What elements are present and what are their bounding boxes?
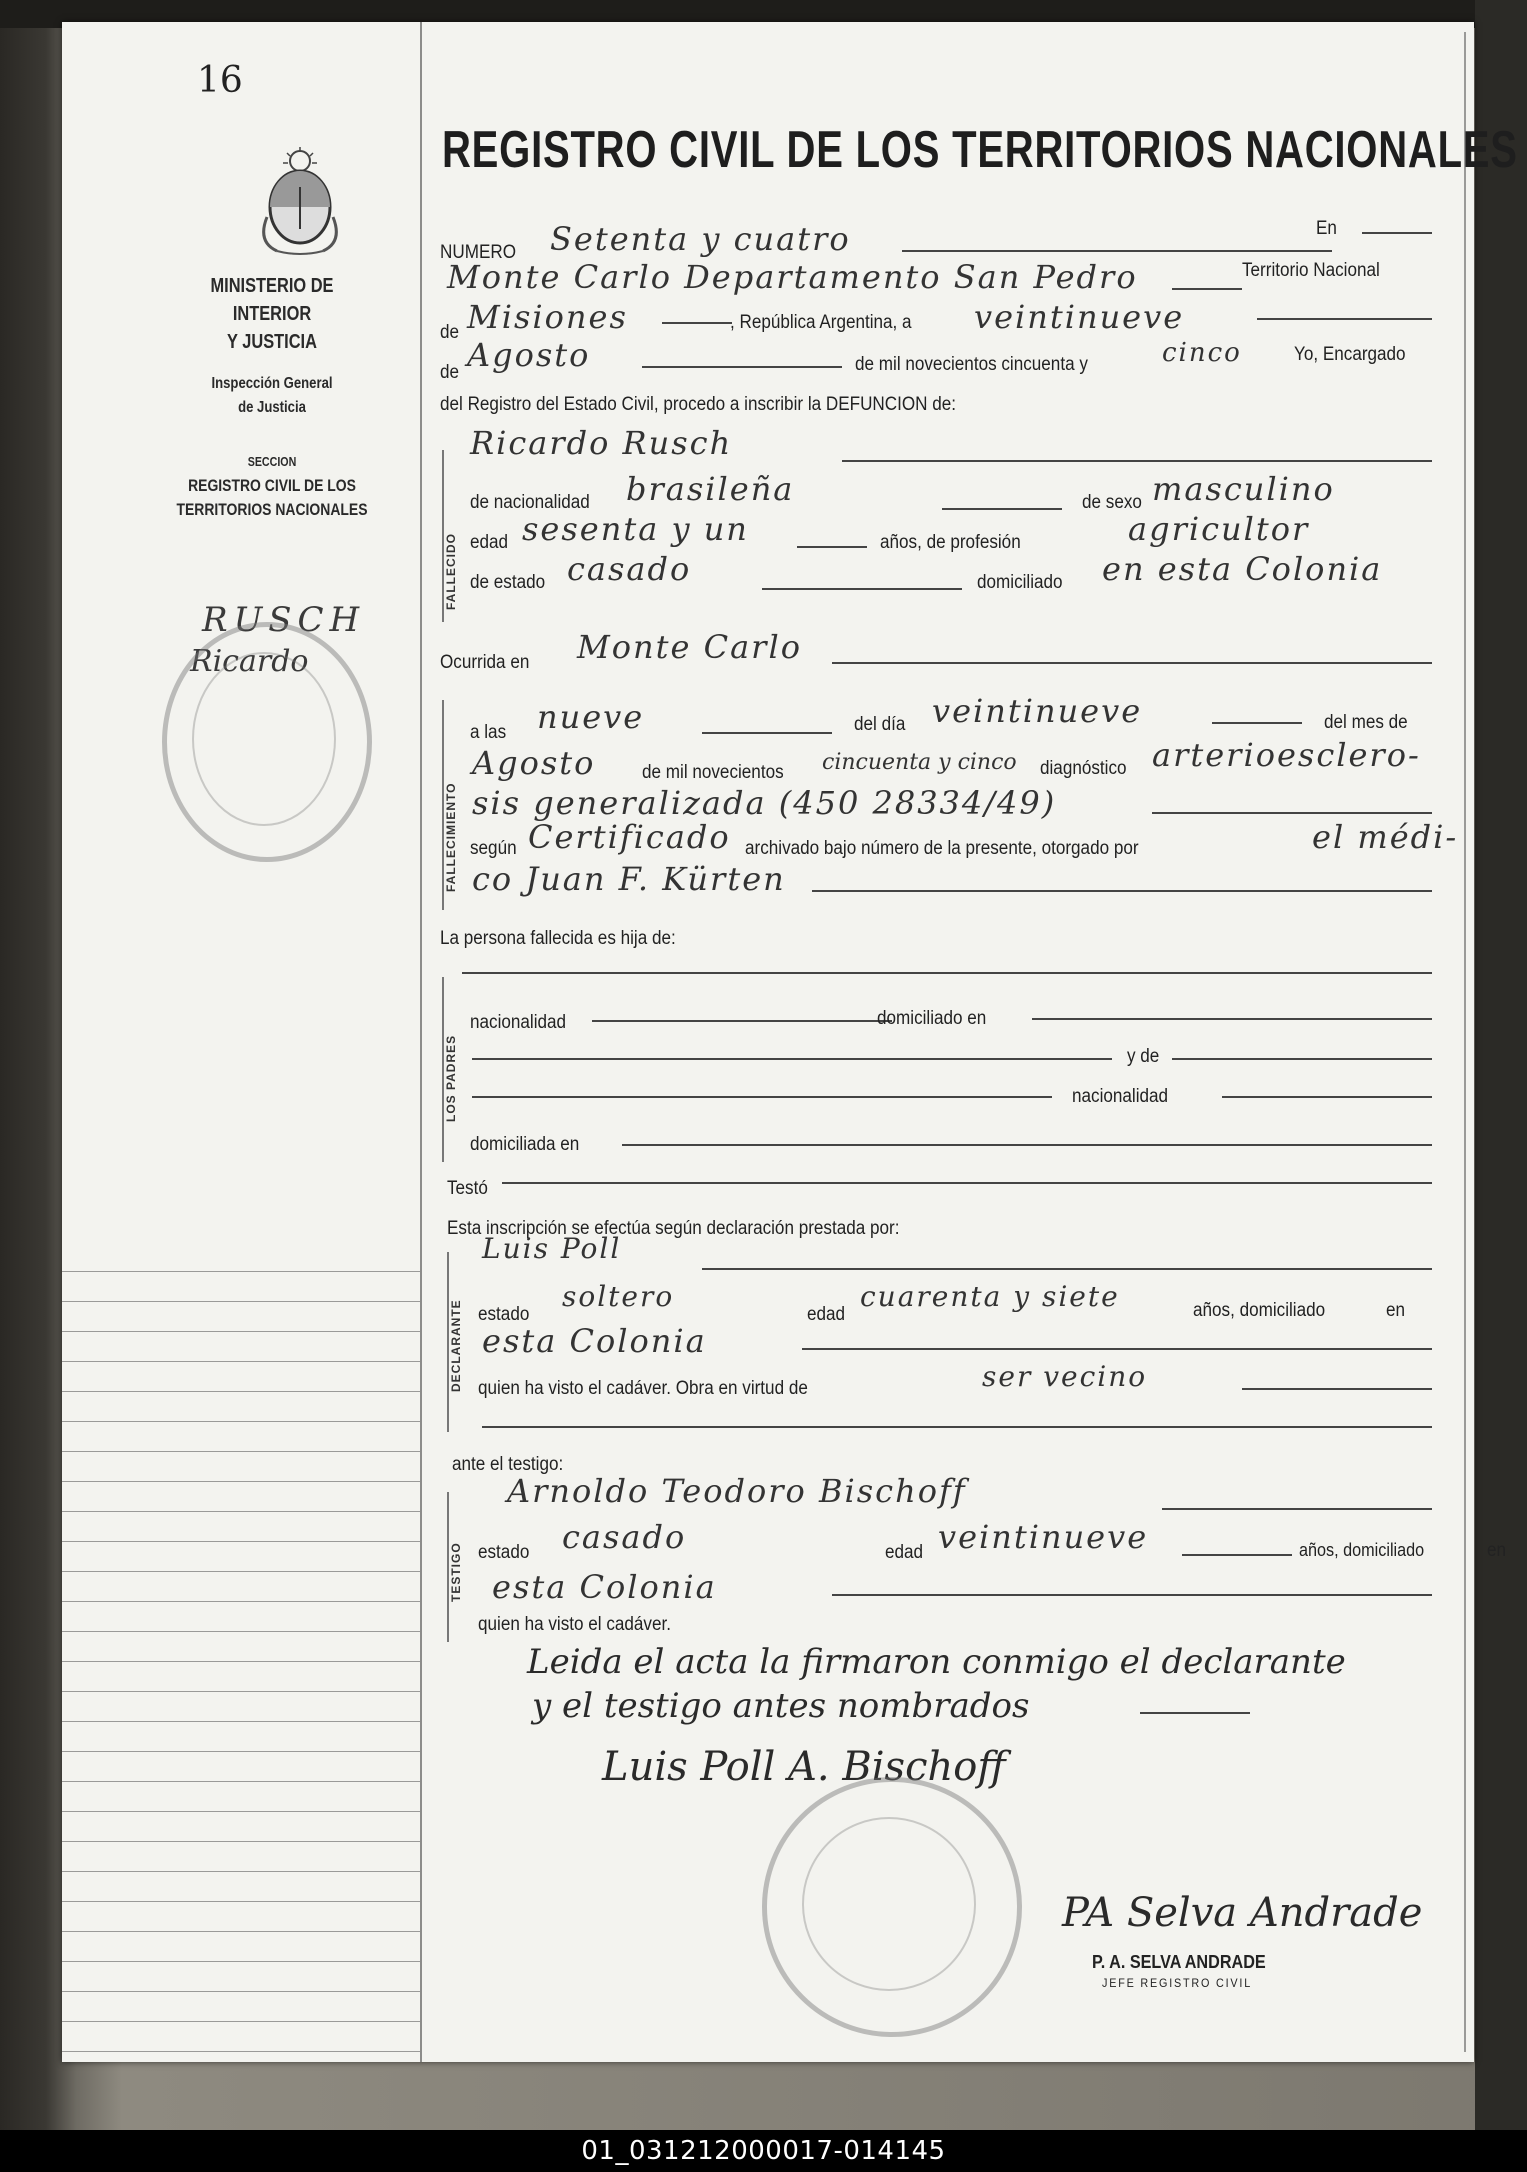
month-value: Agosto xyxy=(467,336,591,374)
section-line-2: REGISTRO CIVIL DE LOS xyxy=(188,476,356,495)
republica-label: , República Argentina, a xyxy=(730,312,912,333)
declarante-estado-value: soltero xyxy=(562,1280,675,1313)
de-label: de xyxy=(440,322,460,343)
declarante-anios-label: años, domiciliado xyxy=(1193,1300,1326,1321)
year-value: cinco xyxy=(1162,338,1242,368)
profesion-label: años, de profesión xyxy=(880,532,1021,553)
line-rule xyxy=(642,366,842,368)
registro-label: del Registro del Estado Civil, procedo a inscribir la DEFUNCION de: xyxy=(440,394,957,415)
line-rule xyxy=(1140,1712,1250,1714)
ministry-heading xyxy=(174,272,371,356)
ocurrida-label: Ocurrida en xyxy=(440,652,530,673)
deathmonth-value: Agosto xyxy=(472,744,596,782)
line-rule xyxy=(1257,318,1432,320)
estado-value: casado xyxy=(567,550,692,588)
yo-label: Yo, Encargado xyxy=(1294,344,1406,365)
padre-nacionalidad-label: nacionalidad xyxy=(470,1012,567,1033)
declarante-estado-label: estado xyxy=(478,1304,530,1325)
line-rule xyxy=(1162,1508,1432,1510)
stamp-right-inner xyxy=(802,1817,976,1991)
declarante-domicilio-value: esta Colonia xyxy=(482,1322,707,1360)
diagnostico-value-1: arterioesclero- xyxy=(1152,736,1421,774)
line-rule xyxy=(1182,1554,1292,1556)
delmes-label: del mes de xyxy=(1324,712,1408,733)
image-reference-code: 01_031212000017-014145 xyxy=(0,2130,1527,2172)
domiciliado-value: en esta Colonia xyxy=(1102,550,1383,588)
line-rule xyxy=(702,732,832,734)
line-rule xyxy=(942,508,1062,510)
line-rule xyxy=(797,546,867,548)
declarante-side-label: DECLARANTE xyxy=(449,1299,463,1392)
coat-of-arms-icon xyxy=(257,147,343,257)
testigo-domicilio-value: esta Colonia xyxy=(492,1568,717,1606)
line-rule xyxy=(1242,1388,1432,1390)
ministry-line-2: Y JUSTICIA xyxy=(227,331,317,353)
numero-label: NUMERO xyxy=(440,242,517,263)
section-line-3: TERRITORIOS NACIONALES xyxy=(176,500,368,519)
line-rule xyxy=(832,662,1432,664)
diagnostico-label: diagnóstico xyxy=(1040,758,1127,779)
archivado-label: archivado bajo número de la presente, otorgado por xyxy=(745,838,1139,859)
deathyear-value: cincuenta y cinco xyxy=(822,750,1017,775)
nacionalidad-value: brasileña xyxy=(626,470,795,508)
testigo-estado-value: casado xyxy=(562,1518,687,1556)
binder-right-edge xyxy=(1475,0,1527,2130)
edad-value: sesenta y un xyxy=(522,510,749,548)
declarante-edad-value: cuarenta y siete xyxy=(860,1280,1120,1313)
line-rule xyxy=(1172,288,1242,290)
line-rule xyxy=(842,460,1432,462)
sexo-value: masculino xyxy=(1152,470,1335,508)
section-line-1: SECCION xyxy=(247,454,297,469)
register-page xyxy=(62,22,1518,2062)
deldia-label: del día xyxy=(854,714,906,735)
line-rule xyxy=(462,972,1432,974)
day-value: veintinueve xyxy=(974,298,1185,336)
line-rule xyxy=(1032,1018,1432,1020)
testigo-anios-label: años, domiciliado xyxy=(1299,1540,1425,1560)
line-rule xyxy=(1362,232,1432,234)
line-rule xyxy=(1212,722,1302,724)
official-name: P. A. SELVA ANDRADE xyxy=(1092,1952,1266,1972)
margin-rule xyxy=(420,22,422,2062)
line-rule xyxy=(502,1182,1432,1184)
closing-line-1: Leida el acta la firmaron conmigo el declarante xyxy=(527,1642,1346,1682)
alas-label: a las xyxy=(470,722,507,743)
margin-given-name: Ricardo xyxy=(190,644,309,679)
fallecido-side-label: FALLECIDO xyxy=(444,533,458,610)
y-de-label: y de xyxy=(1127,1046,1160,1067)
segun-label: según xyxy=(470,838,517,859)
line-rule xyxy=(902,250,1332,252)
madre-domicilio-label: domiciliada en xyxy=(470,1134,580,1155)
line-rule xyxy=(1172,1058,1432,1060)
margin-surname: RUSCH xyxy=(202,600,366,640)
line-rule xyxy=(762,588,962,590)
stamp-left-inner xyxy=(192,652,336,826)
deathday-value: veintinueve xyxy=(932,692,1143,730)
line-rule xyxy=(662,322,732,324)
hour-value: nueve xyxy=(537,698,645,736)
section-heading xyxy=(174,450,371,522)
inspection-line-2: de Justicia xyxy=(238,399,306,416)
otorgado-value-1: el médi- xyxy=(1312,818,1459,856)
segun-value: Certificado xyxy=(528,818,731,856)
right-rule xyxy=(1464,32,1466,2052)
ante-testigo-label: ante el testigo: xyxy=(452,1454,564,1475)
hija-label: La persona fallecida es hija de: xyxy=(440,928,676,949)
inscripcion-label: Esta inscripción se efectúa según declaración prestada por: xyxy=(447,1218,900,1239)
place-value: Monte Carlo Departamento San Pedro xyxy=(447,258,1138,296)
document-title: REGISTRO CIVIL DE LOS TERRITORIOS NACIONALES xyxy=(442,121,1518,179)
en-label: En xyxy=(1316,218,1337,239)
declarante-name: Luis Poll xyxy=(482,1232,622,1265)
de-label-2: de xyxy=(440,362,460,383)
testigo-side-label: TESTIGO xyxy=(449,1542,463,1602)
year-label: de mil novecientos cincuenta y xyxy=(855,354,1088,375)
line-rule xyxy=(812,890,1432,892)
page-number: 16 xyxy=(197,60,243,101)
testigo-estado-label: estado xyxy=(478,1542,530,1563)
line-rule xyxy=(472,1096,1052,1098)
line-rule xyxy=(702,1268,1432,1270)
fallecimiento-side-label: FALLECIMIENTO xyxy=(444,782,458,892)
profesion-value: agricultor xyxy=(1128,510,1310,548)
declarante-edad-label: edad xyxy=(807,1304,846,1325)
official-signature: PA Selva Andrade xyxy=(1062,1890,1423,1936)
testigo-visto-label: quien ha visto el cadáver. xyxy=(478,1614,671,1635)
official-title: JEFE REGISTRO CIVIL xyxy=(1102,1976,1253,1990)
territory-value: Misiones xyxy=(467,298,628,336)
line-rule xyxy=(472,1058,1112,1060)
declarante-virtud-value: ser vecino xyxy=(982,1360,1148,1393)
line-rule xyxy=(622,1144,1432,1146)
deathyear-label: de mil novecientos xyxy=(642,762,784,783)
sexo-label: de sexo xyxy=(1082,492,1142,513)
testigo-name: Arnoldo Teodoro Bischoff xyxy=(507,1472,967,1510)
territorio-label: Territorio Nacional xyxy=(1242,260,1380,281)
line-rule xyxy=(592,1020,892,1022)
deceased-name: Ricardo Rusch xyxy=(470,424,733,462)
signatures: Luis Poll A. Bischoff xyxy=(602,1744,1006,1790)
line-rule xyxy=(1222,1096,1432,1098)
edad-label: edad xyxy=(470,532,509,553)
inspection-line-1: Inspección General xyxy=(211,375,333,392)
line-rule xyxy=(482,1426,1432,1428)
ocurrida-value: Monte Carlo xyxy=(577,628,802,666)
declarante-visto-label: quien ha visto el cadáver. Obra en virtud de xyxy=(478,1378,808,1399)
inspection-heading xyxy=(174,372,371,420)
testo-label: Testó xyxy=(447,1178,488,1199)
line-rule xyxy=(832,1594,1432,1596)
padres-side-label: LOS PADRES xyxy=(444,1034,458,1122)
padre-domicilio-label: domiciliado en xyxy=(877,1008,987,1029)
line-rule xyxy=(1152,812,1432,814)
diagnostico-value-2: sis generalizada (450 28334/49) xyxy=(472,784,1057,822)
testigo-en-label: en xyxy=(1487,1540,1507,1561)
closing-line-2: y el testigo antes nombrados xyxy=(532,1686,1030,1726)
line-rule xyxy=(802,1348,1432,1350)
numero-value: Setenta y cuatro xyxy=(550,220,851,258)
otorgado-value-2: co Juan F. Kürten xyxy=(472,860,786,898)
nacionalidad-label: de nacionalidad xyxy=(470,492,590,513)
testigo-edad-value: veintinueve xyxy=(938,1518,1149,1556)
estado-label: de estado xyxy=(470,572,546,593)
ministry-line-1: MINISTERIO DE INTERIOR xyxy=(210,275,334,325)
testigo-edad-label: edad xyxy=(885,1542,924,1563)
madre-nacionalidad-label: nacionalidad xyxy=(1072,1086,1169,1107)
declarante-en-label: en xyxy=(1386,1300,1406,1321)
domiciliado-label: domiciliado xyxy=(977,572,1063,593)
